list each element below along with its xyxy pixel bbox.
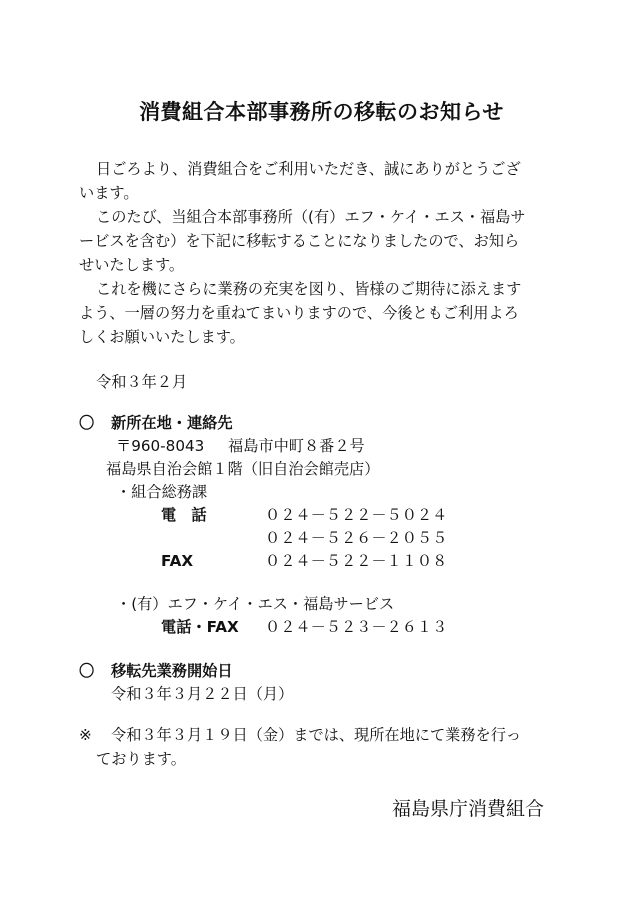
intro-line: せいたします。 (79, 256, 185, 274)
intro-line: ービスを含む）を下記に移転することになりましたので、お知ら (79, 232, 520, 250)
notice-date: 令和３年２月 (96, 373, 188, 391)
start-date: 令和３年３月２２日（月） (111, 685, 294, 703)
fax-number: ０２４－５２２－１１０８ (265, 552, 448, 570)
note-line: 令和３年３月１９日（金）までは、現所在地にて業務を行っ (111, 726, 522, 744)
intro-line: 日ごろより、消費組合をご利用いただき、誠にありがとうござ (96, 160, 521, 178)
signature: 福島県庁消費組合 (392, 798, 545, 820)
intro-line: よう、一層の努力を重ねてまいりますので、今後ともご利用よろ (79, 304, 519, 322)
note-mark: ※ (79, 726, 92, 744)
intro-line: このたび、当組合本部事務所（(有）エフ・ケイ・エス・福島サ (96, 208, 526, 226)
tel-label: 電 話 (161, 506, 207, 524)
location-heading: 新所在地・連絡先 (111, 414, 233, 432)
telfax-label: 電話・FAX (161, 618, 239, 636)
fax-label: FAX (161, 552, 194, 570)
page-title: 消費組合本部事務所の移転のお知らせ (139, 100, 504, 124)
start-heading: 移転先業務開始日 (111, 662, 233, 680)
note-line: ております。 (96, 750, 186, 768)
intro-line: います。 (79, 184, 139, 202)
intro-line: これを機にさらに業務の充実を図り、皆様のご期待に添えます (96, 280, 522, 298)
dept-general-affairs: ・組合総務課 (116, 483, 208, 501)
dept-fks-service: ・(有）エフ・ケイ・エス・福島サービス (116, 595, 395, 613)
building-name: 福島県自治会館１階（旧自治会館売店） (106, 460, 380, 478)
street-address: 福島市中町８番２号 (228, 437, 365, 455)
intro-line: しくお願いいたします。 (79, 328, 245, 346)
tel-number-1: ０２４－５２２－５０２４ (265, 506, 448, 524)
circle-bullet-icon: 〇 (79, 662, 95, 680)
tel-number-2: ０２４－５２６－２０５５ (265, 529, 448, 547)
postal-code: 〒960-8043 (116, 437, 205, 455)
circle-bullet-icon: 〇 (79, 414, 95, 432)
telfax-number: ０２４－５２３－２６１３ (265, 618, 448, 636)
